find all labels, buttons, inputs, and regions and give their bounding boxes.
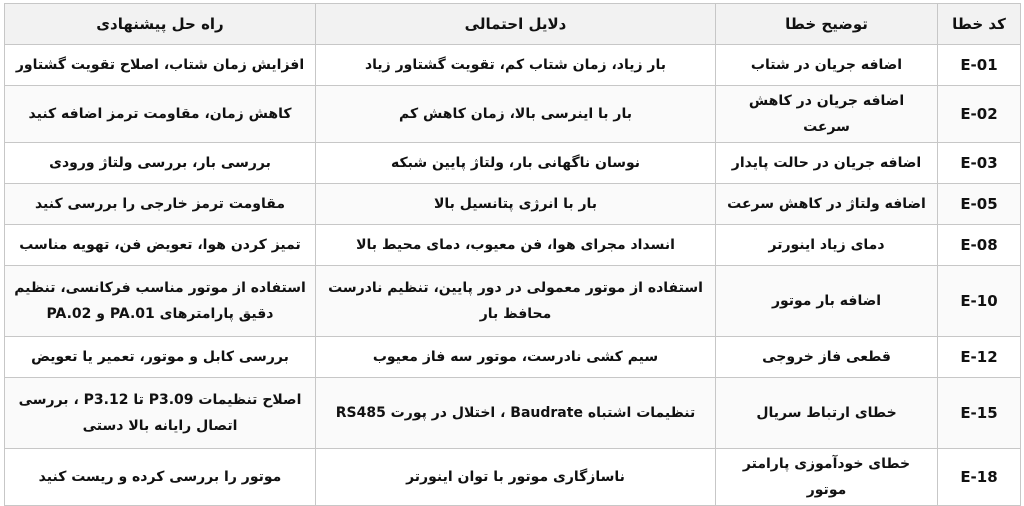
error-description-cell: اضافه ولتاژ در کاهش سرعت <box>716 184 938 225</box>
table-row <box>5 143 1021 184</box>
error-description-cell: خطای خودآموزی پارامتر موتور <box>716 449 938 506</box>
error-description-cell: اضافه بار موتور <box>716 266 938 337</box>
error-description-cell: دمای زیاد اینورتر <box>716 225 938 266</box>
table-row <box>5 337 1021 378</box>
table-row <box>5 45 1021 86</box>
table-body <box>5 45 1021 506</box>
table-header <box>5 4 1021 45</box>
error-description-cell: اضافه جریان در شتاب <box>716 45 938 86</box>
error-solution-cell: بررسی کابل و موتور، تعمیر یا تعویض <box>5 337 316 378</box>
error-solution-cell: اصلاح تنظیمات P3.09 تا P3.12 ، بررسی اتصال رایانه بالا دستی <box>5 378 316 449</box>
error-causes-cell: ناسازگاری موتور با توان اینورتر <box>316 449 716 506</box>
error-causes-cell: بار با اینرسی بالا، زمان کاهش کم <box>316 86 716 143</box>
table-row <box>5 266 1021 337</box>
error-code-cell: E-15 <box>938 378 1021 449</box>
error-solution-cell: مقاومت ترمز خارجی را بررسی کنید <box>5 184 316 225</box>
error-code-cell: E-05 <box>938 184 1021 225</box>
table-row <box>5 86 1021 143</box>
error-description-cell: خطای ارتباط سریال <box>716 378 938 449</box>
header-causes: دلایل احتمالی <box>316 4 716 45</box>
error-code-cell: E-03 <box>938 143 1021 184</box>
error-causes-cell: سیم کشی نادرست، موتور سه فاز معیوب <box>316 337 716 378</box>
error-code-cell: E-18 <box>938 449 1021 506</box>
error-solution-cell: تمیز کردن هوا، تعویض فن، تهویه مناسب <box>5 225 316 266</box>
error-causes-cell: استفاده از موتور معمولی در دور پایین، تنظیم نادرست محافظ بار <box>316 266 716 337</box>
table-row <box>5 225 1021 266</box>
error-solution-cell: موتور را بررسی کرده و ریست کنید <box>5 449 316 506</box>
header-description: توضیح خطا <box>716 4 938 45</box>
error-codes-table <box>4 3 1021 506</box>
error-solution-cell: افزایش زمان شتاب، اصلاح تقویت گشتاور <box>5 45 316 86</box>
error-causes-cell: تنظیمات اشتباه Baudrate ، اختلال در پورت RS485 <box>316 378 716 449</box>
table-row <box>5 184 1021 225</box>
error-code-cell: E-08 <box>938 225 1021 266</box>
error-code-cell: E-01 <box>938 45 1021 86</box>
error-description-cell: قطعی فاز خروجی <box>716 337 938 378</box>
error-causes-cell: انسداد مجرای هوا، فن معیوب، دمای محیط بالا <box>316 225 716 266</box>
header-row <box>5 4 1021 45</box>
table-row <box>5 449 1021 506</box>
error-code-cell: E-02 <box>938 86 1021 143</box>
header-code: کد خطا <box>938 4 1021 45</box>
error-solution-cell: کاهش زمان، مقاومت ترمز اضافه کنید <box>5 86 316 143</box>
error-code-cell: E-10 <box>938 266 1021 337</box>
error-table-container <box>4 3 1020 506</box>
error-description-cell: اضافه جریان در کاهش سرعت <box>716 86 938 143</box>
table-row <box>5 378 1021 449</box>
header-solution: راه حل پیشنهادی <box>5 4 316 45</box>
error-causes-cell: بار زیاد، زمان شتاب کم، تقویت گشتاور زیاد <box>316 45 716 86</box>
error-solution-cell: بررسی بار، بررسی ولتاژ ورودی <box>5 143 316 184</box>
error-code-cell: E-12 <box>938 337 1021 378</box>
error-causes-cell: نوسان ناگهانی بار، ولتاژ پایین شبکه <box>316 143 716 184</box>
error-causes-cell: بار با انرژی پتانسیل بالا <box>316 184 716 225</box>
error-description-cell: اضافه جریان در حالت پایدار <box>716 143 938 184</box>
error-solution-cell: استفاده از موتور مناسب فرکانسی، تنظیم دقیق پارامترهای PA.01 و PA.02 <box>5 266 316 337</box>
